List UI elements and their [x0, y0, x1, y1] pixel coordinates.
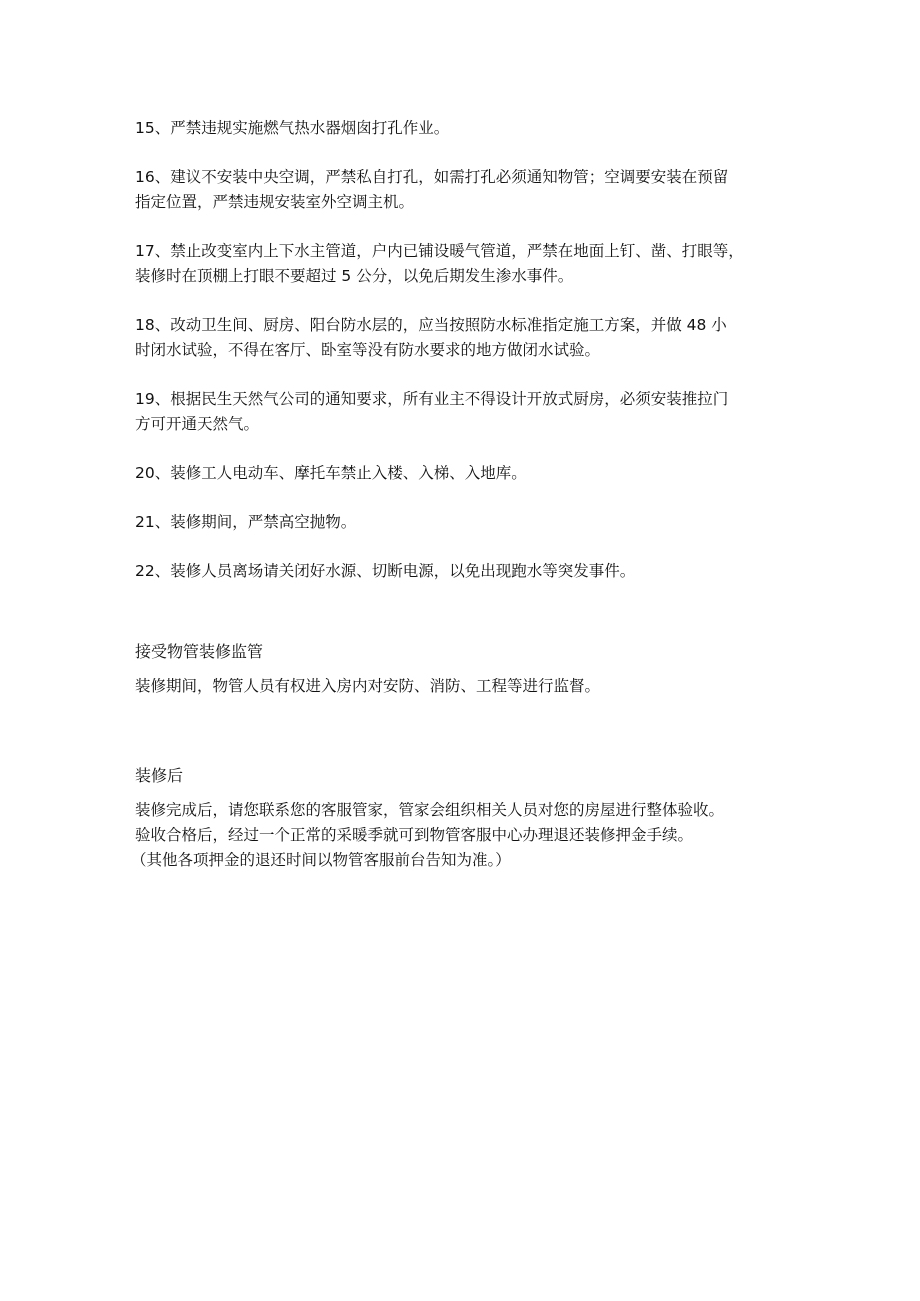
- rule-line: 方可开通天然气。: [135, 415, 260, 433]
- rule-line: 19、根据民生天然气公司的通知要求，所有业主不得设计开放式厨房，必须安装推拉门: [135, 390, 729, 408]
- rule-line: 16、建议不安装中央空调，严禁私自打孔，如需打孔必须通知物管；空调要安装在预留: [135, 168, 729, 186]
- supervision-section: [135, 640, 815, 699]
- rule-line: 15、严禁违规实施燃气热水器烟囱打孔作业。: [135, 119, 450, 137]
- rule-line: 20、装修工人电动车、摩托车禁止入楼、入梯、入地库。: [135, 464, 527, 482]
- rule-line: 指定位置，严禁违规安装室外空调主机。: [135, 193, 415, 211]
- section-paragraph: 验收合格后，经过一个正常的采暖季就可到物管客服中心办理退还装修押金手续。: [135, 826, 694, 844]
- rule-20: [135, 461, 790, 486]
- after-renovation-section: [131, 764, 815, 873]
- rule-19: [135, 387, 790, 437]
- rule-line: 22、装修人员离场请关闭好水源、切断电源，以免出现跑水等突发事件。: [135, 562, 636, 580]
- deposit-note: （其他各项押金的退还时间以物管客服前台告知为准。）: [131, 851, 511, 869]
- rule-line: 21、装修期间，严禁高空抛物。: [135, 513, 357, 531]
- rule-line: 17、禁止改变室内上下水主管道，户内已铺设暖气管道，严禁在地面上钉、凿、打眼等，: [135, 242, 744, 260]
- rule-line: 时闭水试验，不得在客厅、卧室等没有防水要求的地方做闭水试验。: [135, 341, 601, 359]
- renovation-rules-list: [135, 116, 790, 608]
- rule-15: [135, 116, 790, 141]
- section-paragraph: 装修期间，物管人员有权进入房内对安防、消防、工程等进行监督。: [135, 677, 601, 695]
- section-heading: 装修后: [135, 766, 184, 785]
- rule-21: [135, 510, 790, 535]
- rule-line: 18、改动卫生间、厨房、阳台防水层的，应当按照防水标准指定施工方案，并做 48 小: [135, 316, 727, 334]
- rule-line: 装修时在顶棚上打眼不要超过 5 公分，以免后期发生渗水事件。: [135, 267, 574, 285]
- section-heading: 接受物管装修监管: [135, 642, 264, 661]
- rule-18: [135, 313, 790, 363]
- rule-16: [135, 165, 790, 215]
- section-paragraph: 装修完成后，请您联系您的客服管家，管家会组织相关人员对您的房屋进行整体验收。: [135, 801, 725, 819]
- rule-17: [135, 239, 790, 289]
- rule-22: [135, 559, 790, 584]
